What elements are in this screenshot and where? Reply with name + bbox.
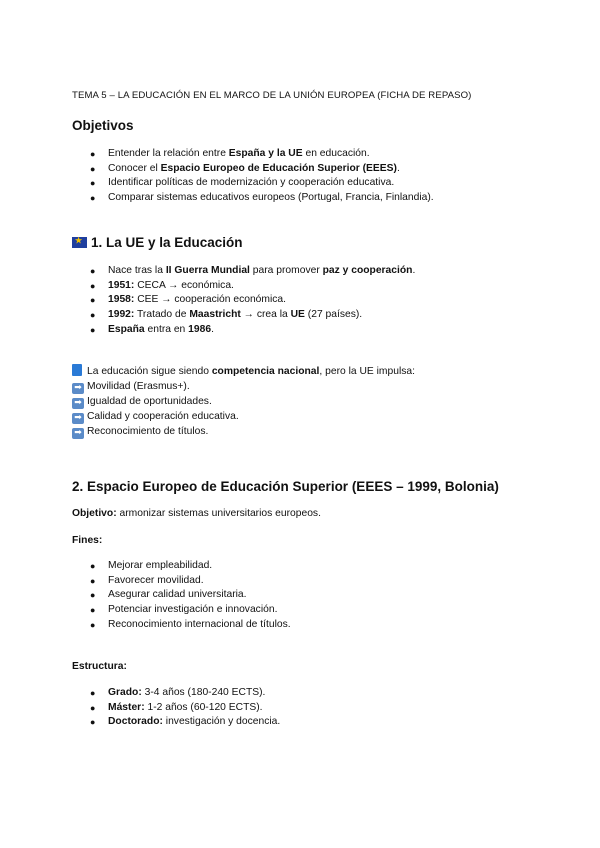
list-item: ● Conocer el Espacio Europeo de Educación Superior (EEES). xyxy=(72,162,434,177)
list-item: ● Mejorar empleabilidad. xyxy=(72,559,291,574)
bullet-icon: ● xyxy=(90,561,96,571)
bullet-icon: ● xyxy=(90,688,96,698)
section1-heading: ★1. La UE y la Educación xyxy=(72,235,243,250)
bullet-icon: ● xyxy=(90,575,96,586)
bullet-icon: ● xyxy=(90,163,96,174)
list-item: ● España entra en 1986. xyxy=(72,323,415,338)
bullet-icon: ● xyxy=(90,324,96,335)
objetivos-heading: Objetivos xyxy=(72,118,134,133)
list-item: ● Entender la relación entre España y la UE en educación. xyxy=(72,147,434,162)
bullet-icon: ● xyxy=(90,310,96,321)
bullet-icon: ● xyxy=(90,605,96,616)
list-item: ● 1992: Tratado de Maastricht → crea la UE (27 países). xyxy=(72,308,415,323)
fines-list xyxy=(72,559,291,632)
section1-list xyxy=(72,264,415,337)
list-item: ● 1951: CECA → económica. xyxy=(72,279,415,294)
bullet-icon: ● xyxy=(90,702,96,713)
impulsa-item: ➡ Movilidad (Erasmus+). xyxy=(72,379,415,394)
list-item: ● Identificar políticas de modernización y cooperación educativa. xyxy=(72,176,434,191)
fines-label: Fines: xyxy=(72,535,103,546)
bullet-icon: ● xyxy=(90,149,96,159)
list-item: ● Máster: 1-2 años (60-120 ECTS). xyxy=(72,701,280,716)
list-item: ● Doctorado: investigación y docencia. xyxy=(72,715,280,730)
list-item: ● Favorecer movilidad. xyxy=(72,574,291,589)
eu-flag-icon xyxy=(72,237,87,248)
list-item: ● Reconocimiento internacional de títulos. xyxy=(72,618,291,633)
estructura-list xyxy=(72,686,280,730)
bullet-icon: ● xyxy=(90,193,96,204)
bullet-icon: ● xyxy=(90,178,96,189)
impulsa-item: ➡ Calidad y cooperación educativa. xyxy=(72,409,415,424)
bullet-icon: ● xyxy=(90,295,96,306)
right-arrow-icon: ➡ xyxy=(72,398,84,409)
impulsa-item: ➡ Reconocimiento de títulos. xyxy=(72,424,415,439)
right-arrow-icon: ➡ xyxy=(72,428,84,439)
section2-heading: 2. Espacio Europeo de Educación Superior (EEES – 1999, Bolonia) xyxy=(72,479,499,494)
right-arrow-icon: ➡ xyxy=(72,383,84,394)
right-arrow-icon: ➡ xyxy=(72,413,84,424)
blue-book-icon xyxy=(72,364,82,376)
impulsa-item: ➡ Igualdad de oportunidades. xyxy=(72,394,415,409)
list-item: ● Comparar sistemas educativos europeos (Portugal, Francia, Finlandia). xyxy=(72,191,434,206)
list-item: ● Asegurar calidad universitaria. xyxy=(72,588,291,603)
bullet-icon: ● xyxy=(90,280,96,291)
bullet-icon: ● xyxy=(90,590,96,601)
bullet-icon: ● xyxy=(90,266,96,276)
bullet-icon: ● xyxy=(90,619,96,630)
section2-objetivo: Objetivo: armonizar sistemas universitarios europeos. xyxy=(72,508,321,519)
list-item: ● 1958: CEE → cooperación económica. xyxy=(72,293,415,308)
list-item: ● Nace tras la II Guerra Mundial para promover paz y cooperación. xyxy=(72,264,415,279)
document-header: TEMA 5 – LA EDUCACIÓN EN EL MARCO DE LA UNIÓN EUROPEA (FICHA DE REPASO) xyxy=(72,90,472,101)
list-item: ● Grado: 3-4 años (180-240 ECTS). xyxy=(72,686,280,701)
section1-note xyxy=(72,364,415,439)
objetivos-list xyxy=(72,147,434,206)
note-line: La educación sigue siendo competencia nacional, pero la UE impulsa: xyxy=(72,364,415,379)
estructura-label: Estructura: xyxy=(72,661,127,672)
list-item: ● Potenciar investigación e innovación. xyxy=(72,603,291,618)
bullet-icon: ● xyxy=(90,717,96,728)
